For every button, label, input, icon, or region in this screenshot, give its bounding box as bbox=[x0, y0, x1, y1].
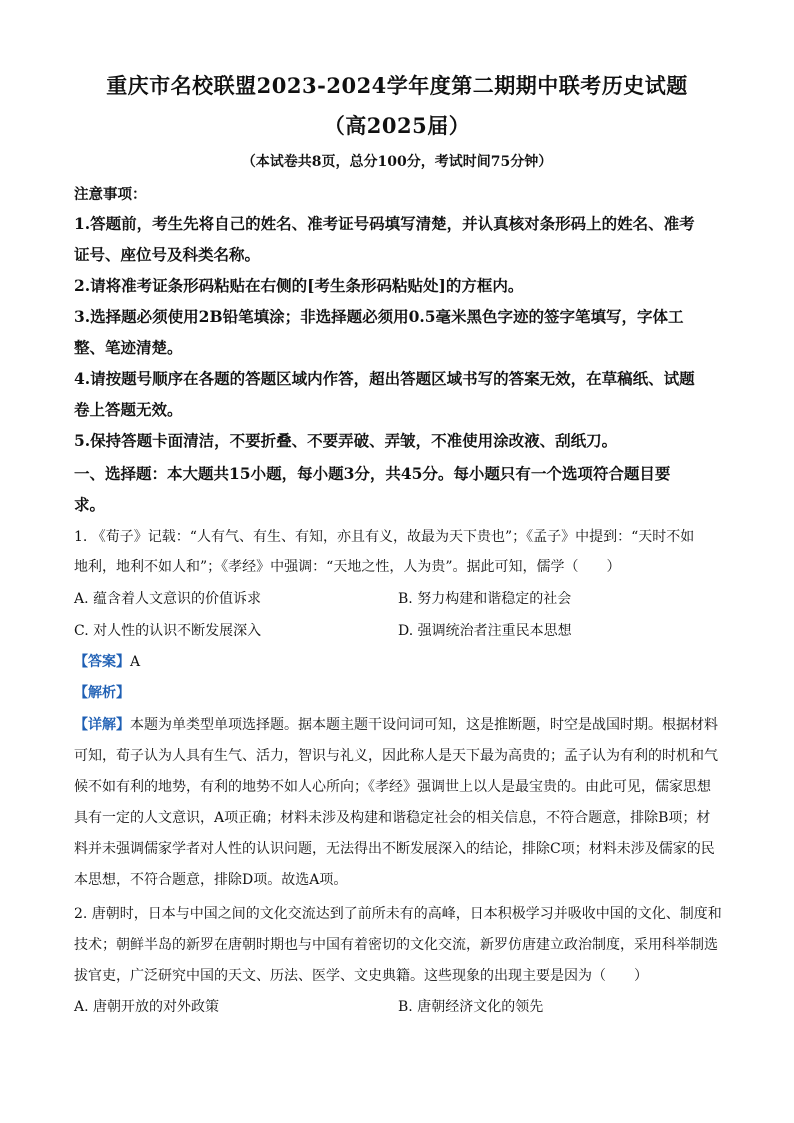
q2-option-a: A. 唐朝开放的对外政策 bbox=[74, 999, 220, 1015]
note-line: 1.答题前，考生先将自己的姓名、准考证号码填写清楚，并认真核对条形码上的姓名、准考 bbox=[74, 214, 695, 233]
detail-tag: 【详解】 bbox=[74, 717, 130, 733]
q1-option-b: B. 努力构建和谐稳定的社会 bbox=[398, 591, 572, 607]
q2-stem-line: 技术；朝鲜半岛的新罗在唐朝时期也与中国有着密切的文化交流，新罗仿唐建立政治制度，采用科举制选 bbox=[74, 937, 718, 953]
q1-detail-line: 具有一定的人文意识，A项正确；材料未涉及构建和谐稳定社会的相关信息，不符合题意，排除B项；材 bbox=[74, 810, 711, 826]
exam-title: 重庆市名校联盟2023-2024学年度第二期期中联考历史试题 bbox=[106, 73, 688, 98]
notes-heading: 注意事项： bbox=[74, 186, 147, 203]
q1-detail-line: 本思想，不符合题意，排除D项。故选A项。 bbox=[74, 872, 348, 888]
q1-detail-line: 可知，荀子认为人具有生气、活力，智识与礼义，因此称人是天下最为高贵的；孟子认为有利的时机和气 bbox=[74, 748, 718, 764]
note-line: 整、笔迹清楚。 bbox=[74, 338, 183, 357]
section-heading: 一、选择题：本大题共15小题，每小题3分，共45分。每小题只有一个选项符合题目要 bbox=[74, 464, 671, 483]
note-line: 3.选择题必须使用2B铅笔填涂；非选择题必须用0.5毫米黑色字迹的签字笔填写，字体工 bbox=[74, 307, 684, 326]
q1-option-a: A. 蕴含着人文意识的价值诉求 bbox=[74, 591, 262, 607]
answer-value: A bbox=[130, 654, 141, 670]
q2-stem-line: 拔官吏，广泛研究中国的天文、历法、医学、文史典籍。这些现象的出现主要是因为（ ） bbox=[74, 968, 648, 984]
q2-stem-line: 2. 唐朝时，日本与中国之间的文化交流达到了前所未有的高峰，日本积极学习并吸收中国的文化、制度和 bbox=[74, 906, 722, 922]
detail-text: 本题为单类型单项选择题。据本题主题干设问词可知，这是推断题，时空是战国时期。根据材料 bbox=[130, 717, 718, 733]
q2-option-b: B. 唐朝经济文化的领先 bbox=[398, 999, 544, 1015]
q1-option-d: D. 强调统治者注重民本思想 bbox=[398, 623, 572, 639]
note-line: 卷上答题无效。 bbox=[74, 400, 183, 419]
q1-stem-line: 地利，地利不如人和”；《孝经》中强调：“天地之性，人为贵”。据此可知，儒学（ ） bbox=[74, 559, 621, 575]
note-line: 2.请将准考证条形码粘贴在右侧的[考生条形码粘贴处]的方框内。 bbox=[74, 276, 524, 295]
note-line: 证号、座位号及科类名称。 bbox=[74, 245, 261, 264]
section-heading-cont: 求。 bbox=[74, 495, 106, 514]
q1-detail-line: 料并未强调儒家学者对人性的认识问题，无法得出不断发展深入的结论，排除C项；材料未涉及儒家的民 bbox=[74, 841, 715, 857]
q1-answer bbox=[74, 651, 140, 671]
q1-option-c: C. 对人性的认识不断发展深入 bbox=[74, 623, 262, 639]
q1-detail-line bbox=[74, 714, 718, 734]
q1-detail-line: 候不如有利的地势，有利的地势不如人心所向；《孝经》强调世上以人是最宝贵的。由此可见，儒家思想 bbox=[74, 779, 711, 795]
note-line: 4.请按题号顺序在各题的答题区域内作答，超出答题区域书写的答案无效，在草稿纸、试题 bbox=[74, 369, 695, 388]
q1-stem-line: 1. 《荀子》记载：“人有气、有生、有知，亦且有义，故最为天下贵也”；《孟子》中提到：“天时不如 bbox=[74, 529, 695, 545]
exam-subtitle: （高2025届） bbox=[323, 113, 471, 138]
exam-info: （本试卷共8页，总分100分，考试时间75分钟） bbox=[241, 154, 553, 170]
answer-tag: 【答案】 bbox=[74, 654, 130, 670]
note-line: 5.保持答题卡面清洁，不要折叠、不要弄破、弄皱，不准使用涂改液、刮纸刀。 bbox=[74, 431, 618, 450]
q1-analysis bbox=[74, 682, 130, 702]
analysis-tag: 【解析】 bbox=[74, 685, 130, 701]
